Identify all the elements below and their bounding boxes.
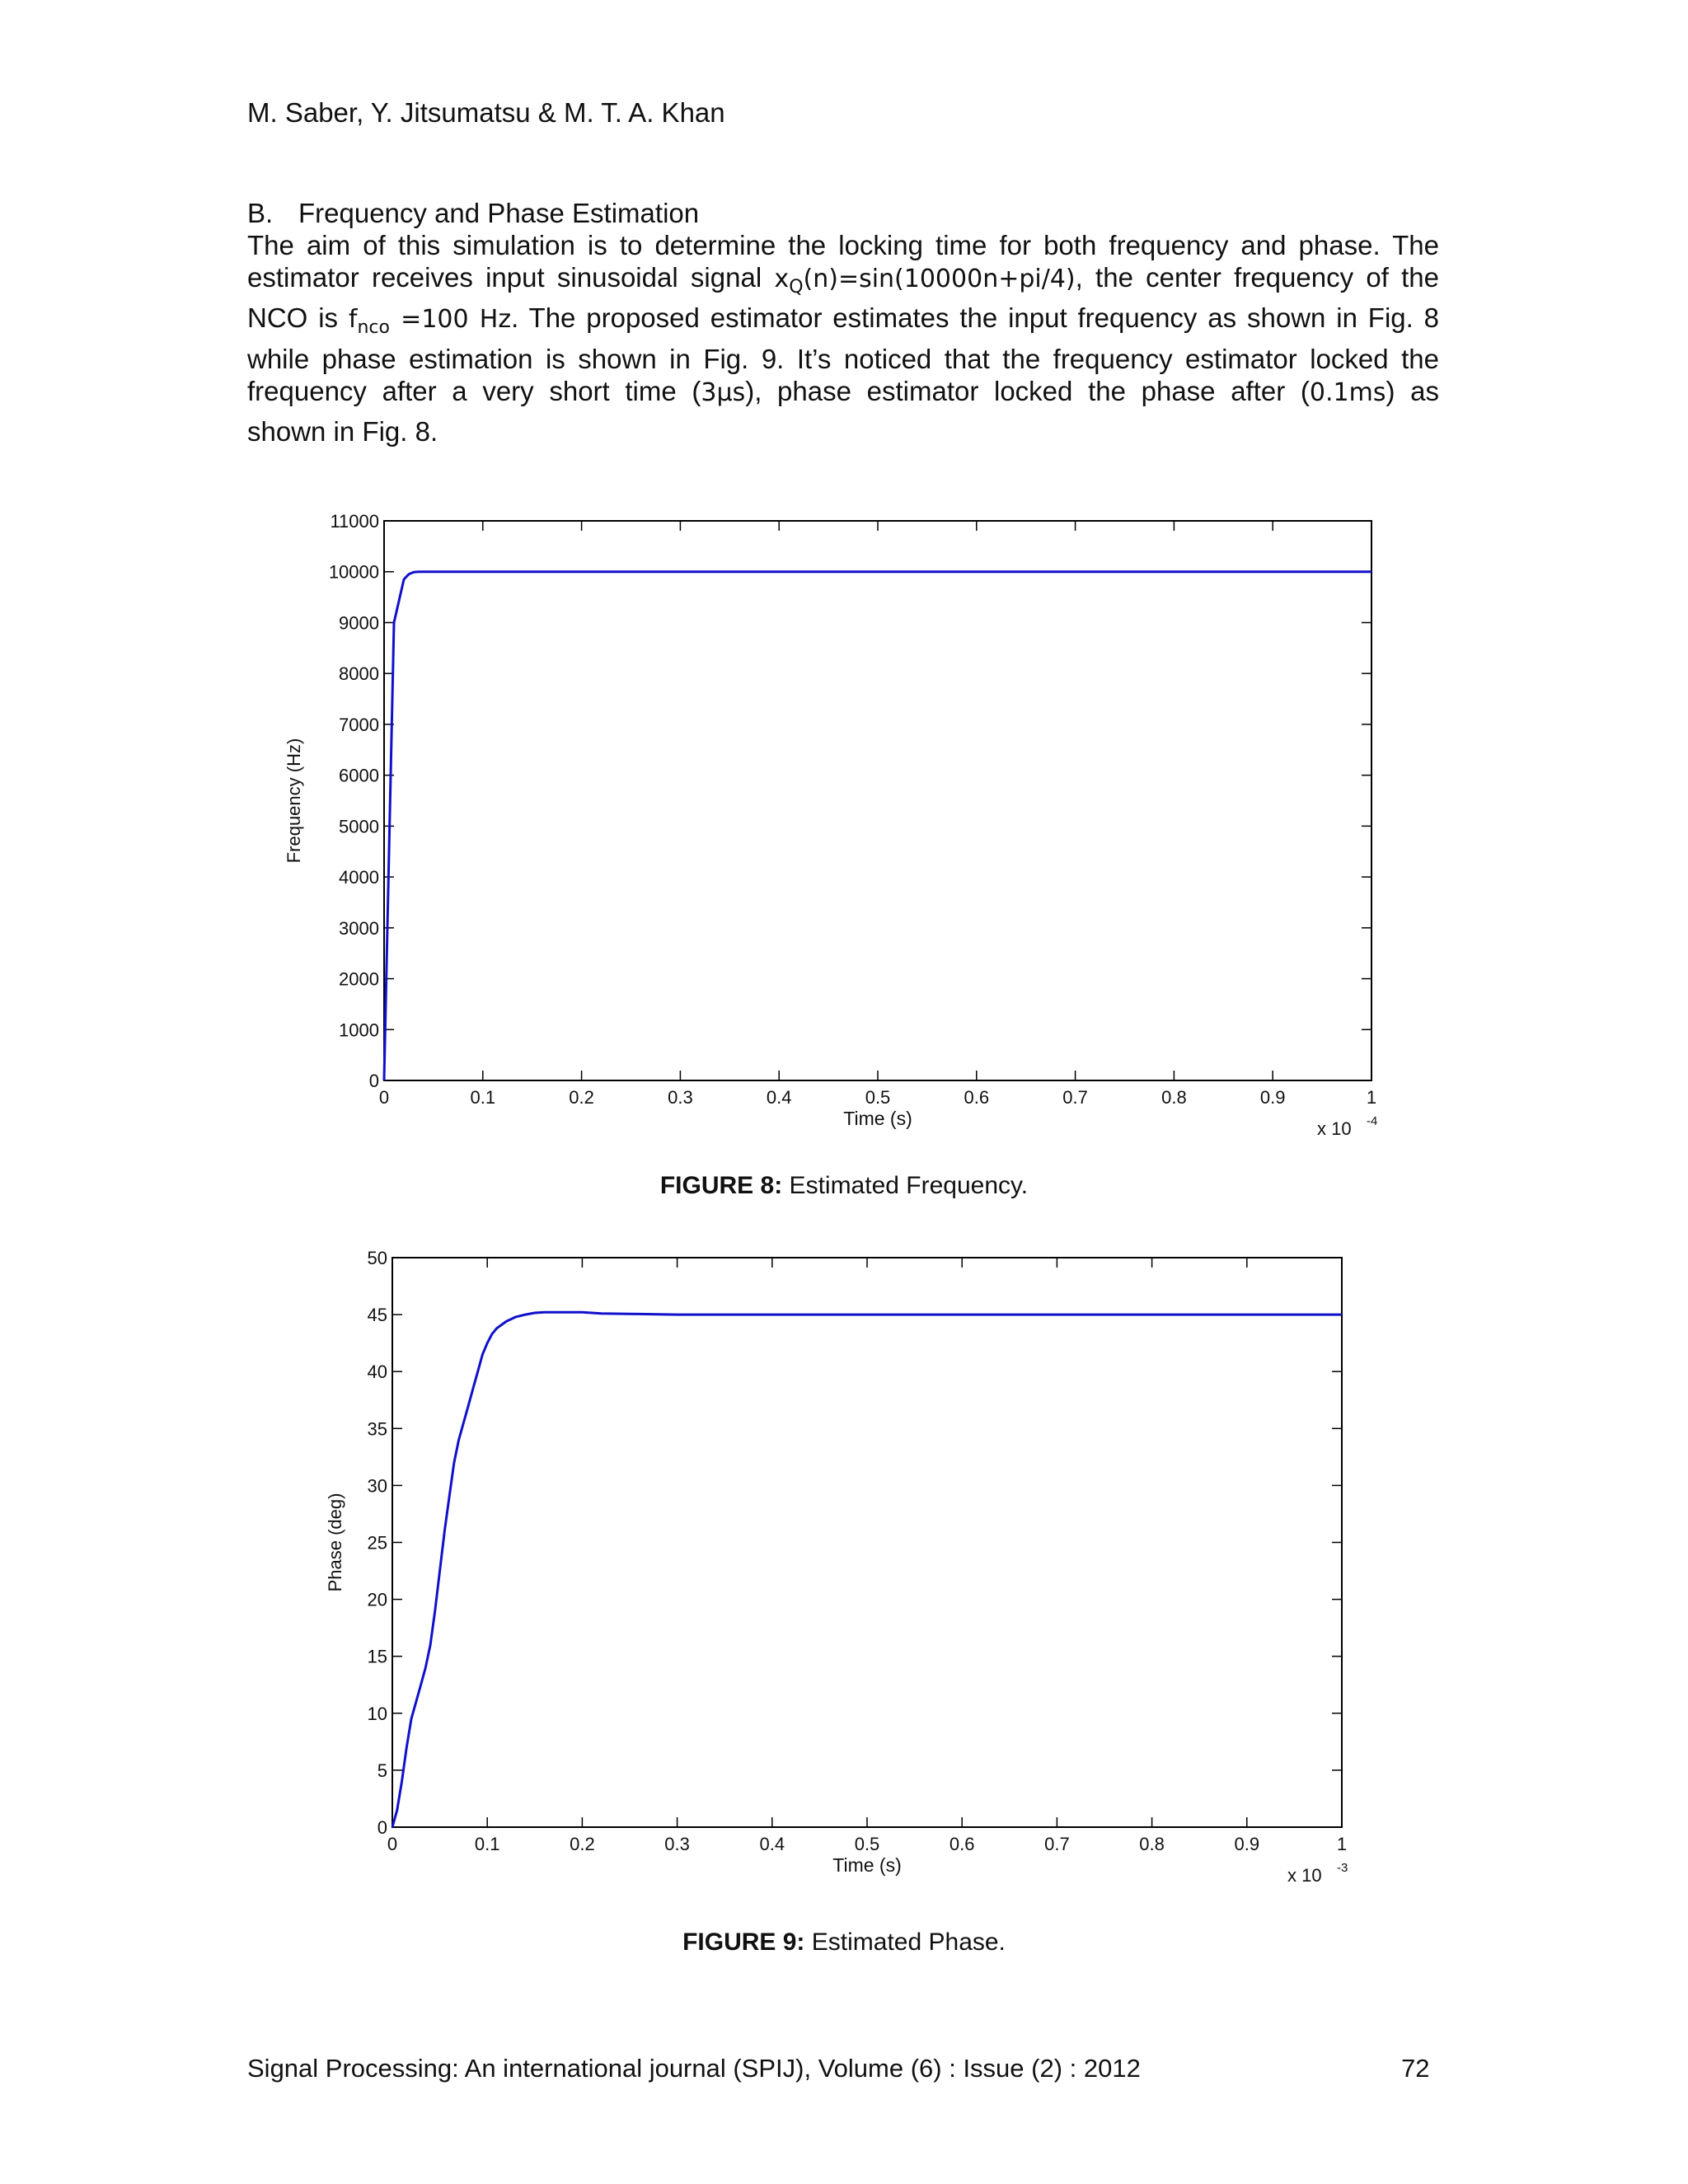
data-point — [434, 1610, 435, 1611]
x-tick-label: 0.1 — [474, 1834, 500, 1854]
y-tick-label: 15 — [367, 1646, 387, 1667]
x-tick-label: 0.5 — [865, 1087, 891, 1108]
data-point — [406, 1747, 407, 1748]
y-tick-label: 7000 — [339, 714, 379, 735]
y-tick-label: 35 — [367, 1418, 387, 1440]
data-point — [491, 1333, 492, 1334]
data-point — [411, 1718, 412, 1719]
x-axis-multiplier-exponent: -4 — [1367, 1114, 1378, 1128]
data-point — [477, 1371, 478, 1372]
caption-label: FIGURE 8: — [659, 1172, 783, 1199]
y-tick-label: 10 — [367, 1703, 387, 1724]
data-point — [444, 1530, 445, 1531]
data-point — [453, 1462, 454, 1463]
y-tick-label: 25 — [367, 1532, 387, 1554]
y-tick-label: 0 — [368, 1071, 379, 1091]
y-tick-label: 20 — [367, 1589, 387, 1610]
data-point — [415, 1701, 416, 1702]
data-point — [506, 1321, 507, 1322]
data-point — [544, 1312, 545, 1313]
data-point — [430, 1644, 431, 1645]
math-subscript: Q — [789, 277, 804, 298]
x-tick-label: 0 — [387, 1834, 398, 1854]
data-point — [501, 1324, 502, 1325]
data-point — [563, 1312, 564, 1313]
data-point — [439, 1571, 440, 1572]
x-tick-label: 0.4 — [766, 1087, 792, 1108]
math-symbol: x — [774, 265, 790, 293]
math-time: 3μs — [701, 378, 746, 407]
y-tick-label: 10000 — [328, 561, 379, 583]
paragraph-line: The aim of this simulation is to determine the locking time for both frequency and phase. The — [247, 230, 1439, 260]
x-tick-label: 0.2 — [569, 1087, 594, 1108]
x-tick-label: 0.9 — [1234, 1834, 1260, 1854]
y-axis-label: Frequency (Hz) — [284, 738, 304, 864]
x-tick-label: 0.5 — [854, 1834, 880, 1854]
data-point — [396, 1810, 397, 1811]
data-point — [601, 1313, 602, 1314]
y-tick-label: 0 — [377, 1817, 387, 1838]
text-run: ), phase estimator locked the phase after ( — [745, 376, 1310, 406]
x-tick-label: 0.7 — [1044, 1834, 1070, 1854]
x-axis-label: Time (s) — [843, 1108, 912, 1129]
data-point — [425, 1667, 426, 1668]
y-tick-label: 9000 — [339, 612, 379, 634]
caption-label: FIGURE 9: — [682, 1929, 805, 1956]
math-expression: (n)=sin(10000n+pi/4) — [803, 265, 1076, 293]
running-header: M. Saber, Y. Jitsumatsu & M. T. A. Khan — [247, 97, 725, 128]
section-title: Frequency and Phase Estimation — [298, 198, 700, 228]
text-run: estimator receives input sinusoidal signal — [247, 262, 775, 293]
x-axis-multiplier: x 10 — [1287, 1865, 1322, 1886]
text-run: , the center frequency of the — [1075, 262, 1439, 293]
data-point — [458, 1440, 459, 1441]
paragraph-line: while phase estimation is shown in Fig. 9. It’s noticed that the frequency estimator locked the — [247, 344, 1439, 374]
x-tick-label: 0.9 — [1259, 1087, 1286, 1108]
text-run: NCO is — [247, 302, 349, 333]
footer-page-number: 72 — [1401, 2054, 1430, 2083]
x-tick-label: 0.7 — [1062, 1087, 1088, 1108]
x-axis-label: Time (s) — [832, 1854, 902, 1876]
text-run: . The proposed estimator estimates the input frequency as shown in Fig. 8 — [511, 302, 1440, 333]
data-point — [582, 1312, 583, 1313]
y-axis-label: Phase (deg) — [325, 1493, 345, 1592]
y-tick-label: 6000 — [339, 765, 379, 786]
x-tick-label: 0.6 — [949, 1834, 975, 1854]
y-tick-label: 3000 — [339, 917, 379, 939]
y-tick-label: 40 — [367, 1361, 387, 1383]
caption-text: Estimated Frequency. — [782, 1172, 1029, 1199]
y-tick-label: 45 — [367, 1305, 387, 1326]
data-point — [472, 1388, 473, 1389]
x-tick-label: 0.2 — [570, 1834, 595, 1854]
math-symbol: f — [348, 305, 358, 334]
footer-journal: Signal Processing: An international journal (SPIJ), Volume (6) : Issue (2) : 2012 — [247, 2054, 1141, 2083]
y-tick-label: 5 — [377, 1760, 387, 1781]
y-tick-label: 50 — [367, 1248, 387, 1268]
y-tick-label: 2000 — [339, 968, 379, 990]
data-point — [639, 1314, 640, 1315]
text-run: frequency after a very short time ( — [247, 376, 701, 406]
x-axis-multiplier-exponent: -3 — [1337, 1861, 1348, 1875]
data-point — [534, 1313, 535, 1314]
x-tick-label: 0.8 — [1139, 1834, 1165, 1854]
x-tick-label: 0.4 — [759, 1834, 785, 1854]
x-tick-label: 0.1 — [470, 1087, 496, 1108]
y-tick-label: 4000 — [339, 867, 379, 888]
y-tick-label: 11000 — [330, 511, 379, 532]
x-tick-label: 1 — [1336, 1834, 1348, 1854]
y-tick-label: 30 — [367, 1475, 387, 1497]
y-tick-label: 8000 — [339, 663, 379, 685]
figure-9-caption — [0, 1929, 1688, 1957]
x-tick-label: 0.8 — [1161, 1087, 1187, 1108]
x-tick-label: 0.6 — [964, 1087, 990, 1108]
y-tick-label: 5000 — [339, 816, 379, 837]
data-point — [401, 1781, 402, 1782]
math-time: 0.1ms — [1309, 378, 1386, 407]
section-number: B. — [247, 198, 274, 228]
plot-frame — [392, 1258, 1342, 1827]
data-point — [392, 1827, 393, 1828]
x-tick-label: 0.3 — [664, 1834, 690, 1854]
math-subscript: nco — [357, 317, 390, 338]
x-tick-label: 0 — [378, 1087, 390, 1108]
data-point — [515, 1316, 516, 1317]
data-point — [482, 1354, 483, 1355]
x-axis-multiplier: x 10 — [1317, 1118, 1352, 1139]
x-tick-label: 1 — [1366, 1087, 1377, 1108]
paragraph-line: shown in Fig. 8. — [247, 416, 438, 447]
data-point — [463, 1422, 464, 1423]
caption-text: Estimated Phase. — [804, 1929, 1006, 1956]
y-tick-label: 1000 — [339, 1019, 379, 1041]
text-run: ) as — [1386, 376, 1440, 406]
math-expression: =100 Hz — [389, 305, 512, 334]
data-point — [496, 1328, 497, 1329]
data-point — [468, 1405, 469, 1406]
x-tick-label: 0.3 — [668, 1087, 693, 1108]
